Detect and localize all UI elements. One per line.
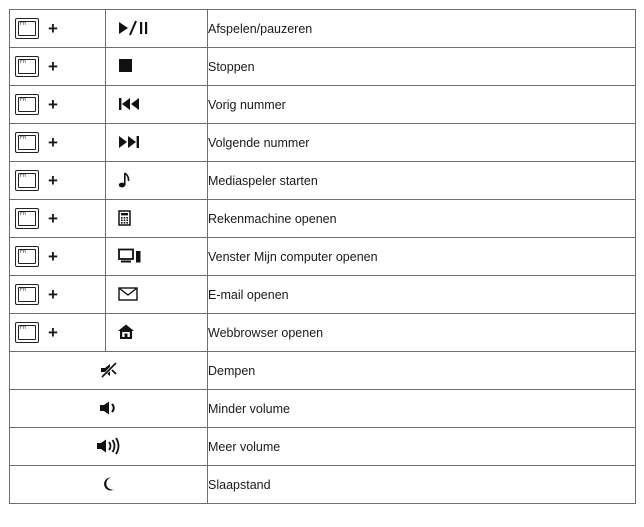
shortcut-description: Vorig nummer xyxy=(208,86,636,124)
plus-sign: + xyxy=(48,323,58,342)
table-row xyxy=(10,124,636,162)
fn-key-icon: Fn xyxy=(15,322,39,343)
shortcut-description: E-mail openen xyxy=(208,276,636,314)
icon-cell xyxy=(106,86,208,124)
shortcut-description: Stoppen xyxy=(208,48,636,86)
fn-combo-cell xyxy=(10,48,106,86)
shortcut-description: Meer volume xyxy=(208,428,636,466)
fn-key-icon: Fn xyxy=(15,246,39,267)
icon-cell xyxy=(106,10,208,48)
volume-up-icon xyxy=(96,437,122,455)
mute-icon xyxy=(100,362,118,378)
plus-sign: + xyxy=(48,209,58,228)
icon-cell xyxy=(106,124,208,162)
table-row xyxy=(10,390,636,428)
volume-down-icon xyxy=(99,400,119,416)
plus-sign: + xyxy=(48,57,58,76)
plus-sign: + xyxy=(48,133,58,152)
icon-cell xyxy=(106,200,208,238)
fn-key-icon: Fn xyxy=(15,284,39,305)
table-row xyxy=(10,200,636,238)
computer-icon xyxy=(118,248,144,264)
table-row xyxy=(10,86,636,124)
home-icon xyxy=(118,324,136,340)
table-row xyxy=(10,10,636,48)
fn-key-icon: Fn xyxy=(15,132,39,153)
icon-cell xyxy=(106,276,208,314)
fn-combo-cell xyxy=(10,162,106,200)
shortcut-table xyxy=(9,9,636,504)
fn-combo-cell xyxy=(10,200,106,238)
icon-cell xyxy=(10,466,208,504)
next-track-icon xyxy=(118,134,144,150)
icon-cell xyxy=(10,428,208,466)
sleep-moon-icon xyxy=(102,476,116,492)
envelope-icon xyxy=(118,286,140,302)
fn-key-icon: Fn xyxy=(15,56,39,77)
icon-cell xyxy=(106,48,208,86)
table-row xyxy=(10,48,636,86)
plus-sign: + xyxy=(48,285,58,304)
fn-combo-cell xyxy=(10,314,106,352)
shortcut-description: Rekenmachine openen xyxy=(208,200,636,238)
fn-key-icon: Fn xyxy=(15,94,39,115)
table-row xyxy=(10,352,636,390)
previous-track-icon xyxy=(118,96,144,112)
shortcut-description: Volgende nummer xyxy=(208,124,636,162)
table-row xyxy=(10,162,636,200)
fn-combo-cell xyxy=(10,238,106,276)
plus-sign: + xyxy=(48,247,58,266)
table-row xyxy=(10,314,636,352)
shortcut-description: Dempen xyxy=(208,352,636,390)
fn-key-icon: Fn xyxy=(15,170,39,191)
icon-cell xyxy=(106,238,208,276)
plus-sign: + xyxy=(48,171,58,190)
shortcut-description: Minder volume xyxy=(208,390,636,428)
stop-icon xyxy=(118,58,134,74)
plus-sign: + xyxy=(48,95,58,114)
shortcut-description: Slaapstand xyxy=(208,466,636,504)
icon-cell xyxy=(106,162,208,200)
table-row xyxy=(10,466,636,504)
play-pause-icon xyxy=(118,20,152,36)
table-row xyxy=(10,428,636,466)
fn-key-icon: Fn xyxy=(15,208,39,229)
calculator-icon xyxy=(118,210,132,226)
table-row xyxy=(10,238,636,276)
fn-combo-cell xyxy=(10,276,106,314)
table-row xyxy=(10,276,636,314)
shortcut-description: Venster Mijn computer openen xyxy=(208,238,636,276)
shortcut-description: Webbrowser openen xyxy=(208,314,636,352)
shortcut-description: Afspelen/pauzeren xyxy=(208,10,636,48)
fn-combo-cell xyxy=(10,10,106,48)
plus-sign: + xyxy=(48,19,58,38)
music-note-icon xyxy=(118,171,132,189)
fn-key-icon: Fn xyxy=(15,18,39,39)
icon-cell xyxy=(10,390,208,428)
fn-combo-cell xyxy=(10,124,106,162)
shortcut-description: Mediaspeler starten xyxy=(208,162,636,200)
icon-cell xyxy=(10,352,208,390)
fn-combo-cell xyxy=(10,86,106,124)
icon-cell xyxy=(106,314,208,352)
